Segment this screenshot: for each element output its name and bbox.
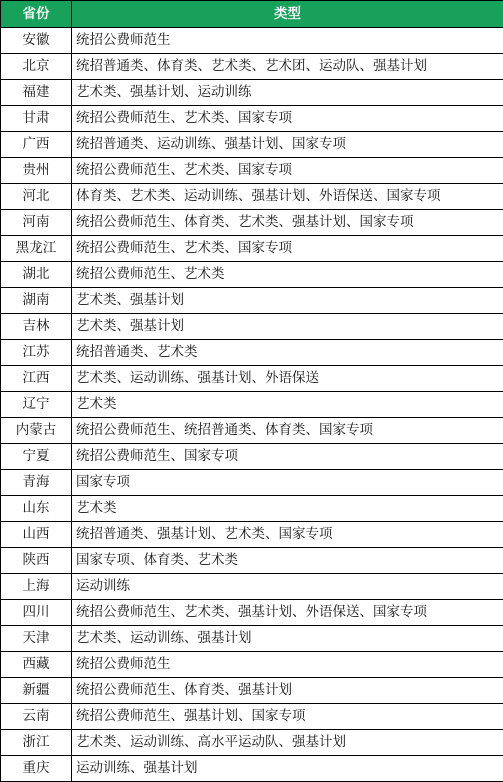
table-header bbox=[1, 1, 503, 28]
table-row bbox=[1, 132, 503, 158]
type-cell: 统招公费师范生 bbox=[72, 28, 503, 54]
province-cell: 上海 bbox=[1, 574, 72, 600]
type-cell: 国家专项、体育类、艺术类 bbox=[72, 548, 503, 574]
type-cell: 体育类、艺术类、运动训练、强基计划、外语保送、国家专项 bbox=[72, 184, 503, 210]
table-row bbox=[1, 626, 503, 652]
table-row bbox=[1, 158, 503, 184]
type-cell: 统招普通类、运动训练、强基计划、国家专项 bbox=[72, 132, 503, 158]
type-cell: 统招公费师范生、统招普通类、体育类、国家专项 bbox=[72, 418, 503, 444]
type-cell: 艺术类 bbox=[72, 392, 503, 418]
header-row bbox=[1, 1, 503, 28]
header-type: 类型 bbox=[72, 1, 503, 28]
table-row bbox=[1, 80, 503, 106]
table-row bbox=[1, 54, 503, 80]
table-row bbox=[1, 678, 503, 704]
type-cell: 艺术类、强基计划、运动训练 bbox=[72, 80, 503, 106]
table-row bbox=[1, 366, 503, 392]
type-cell: 运动训练 bbox=[72, 574, 503, 600]
table-row bbox=[1, 730, 503, 756]
type-cell: 艺术类、运动训练、高水平运动队、强基计划 bbox=[72, 730, 503, 756]
type-cell: 统招公费师范生、艺术类、强基计划、外语保送、国家专项 bbox=[72, 600, 503, 626]
table-row bbox=[1, 392, 503, 418]
province-cell: 山西 bbox=[1, 522, 72, 548]
type-cell: 统招公费师范生、体育类、强基计划 bbox=[72, 678, 503, 704]
province-cell: 福建 bbox=[1, 80, 72, 106]
province-cell: 宁夏 bbox=[1, 444, 72, 470]
province-cell: 云南 bbox=[1, 704, 72, 730]
province-cell: 陕西 bbox=[1, 548, 72, 574]
table-row bbox=[1, 418, 503, 444]
province-cell: 贵州 bbox=[1, 158, 72, 184]
table-row bbox=[1, 444, 503, 470]
table-row bbox=[1, 314, 503, 340]
type-cell: 统招普通类、体育类、艺术类、艺术团、运动队、强基计划 bbox=[72, 54, 503, 80]
province-cell: 浙江 bbox=[1, 730, 72, 756]
table-body bbox=[1, 28, 503, 782]
province-cell: 北京 bbox=[1, 54, 72, 80]
type-cell: 艺术类 bbox=[72, 496, 503, 522]
province-cell: 湖北 bbox=[1, 262, 72, 288]
province-cell: 天津 bbox=[1, 626, 72, 652]
table-row bbox=[1, 236, 503, 262]
table-row bbox=[1, 548, 503, 574]
province-cell: 甘肃 bbox=[1, 106, 72, 132]
table-row bbox=[1, 496, 503, 522]
table-row bbox=[1, 600, 503, 626]
table-row bbox=[1, 288, 503, 314]
province-cell: 黑龙江 bbox=[1, 236, 72, 262]
province-cell: 河北 bbox=[1, 184, 72, 210]
type-cell: 国家专项 bbox=[72, 470, 503, 496]
type-cell: 统招公费师范生、体育类、艺术类、强基计划、国家专项 bbox=[72, 210, 503, 236]
table-row bbox=[1, 262, 503, 288]
type-cell: 运动训练、强基计划 bbox=[72, 756, 503, 782]
header-province: 省份 bbox=[1, 1, 72, 28]
table-row bbox=[1, 340, 503, 366]
province-cell: 广西 bbox=[1, 132, 72, 158]
table-row bbox=[1, 28, 503, 54]
type-cell: 统招公费师范生、强基计划、国家专项 bbox=[72, 704, 503, 730]
table-row bbox=[1, 522, 503, 548]
province-cell: 西藏 bbox=[1, 652, 72, 678]
type-cell: 艺术类、运动训练、强基计划、外语保送 bbox=[72, 366, 503, 392]
province-cell: 重庆 bbox=[1, 756, 72, 782]
province-cell: 吉林 bbox=[1, 314, 72, 340]
province-cell: 安徽 bbox=[1, 28, 72, 54]
province-cell: 辽宁 bbox=[1, 392, 72, 418]
type-cell: 统招公费师范生、艺术类 bbox=[72, 262, 503, 288]
province-cell: 新疆 bbox=[1, 678, 72, 704]
table-row bbox=[1, 652, 503, 678]
type-cell: 统招普通类、艺术类 bbox=[72, 340, 503, 366]
table-row bbox=[1, 574, 503, 600]
province-cell: 江西 bbox=[1, 366, 72, 392]
type-cell: 艺术类、运动训练、强基计划 bbox=[72, 626, 503, 652]
table-row bbox=[1, 704, 503, 730]
province-cell: 湖南 bbox=[1, 288, 72, 314]
type-cell: 统招公费师范生、艺术类、国家专项 bbox=[72, 106, 503, 132]
province-cell: 四川 bbox=[1, 600, 72, 626]
table-row bbox=[1, 756, 503, 782]
type-cell: 艺术类、强基计划 bbox=[72, 288, 503, 314]
type-cell: 统招普通类、强基计划、艺术类、国家专项 bbox=[72, 522, 503, 548]
table-row bbox=[1, 470, 503, 496]
table-row bbox=[1, 106, 503, 132]
type-cell: 统招公费师范生、艺术类、国家专项 bbox=[72, 236, 503, 262]
table-row bbox=[1, 184, 503, 210]
type-cell: 统招公费师范生、国家专项 bbox=[72, 444, 503, 470]
type-cell: 艺术类、强基计划 bbox=[72, 314, 503, 340]
province-cell: 河南 bbox=[1, 210, 72, 236]
province-cell: 内蒙古 bbox=[1, 418, 72, 444]
type-cell: 统招公费师范生、艺术类、国家专项 bbox=[72, 158, 503, 184]
province-cell: 江苏 bbox=[1, 340, 72, 366]
province-cell: 青海 bbox=[1, 470, 72, 496]
type-cell: 统招公费师范生 bbox=[72, 652, 503, 678]
table-row bbox=[1, 210, 503, 236]
province-cell: 山东 bbox=[1, 496, 72, 522]
